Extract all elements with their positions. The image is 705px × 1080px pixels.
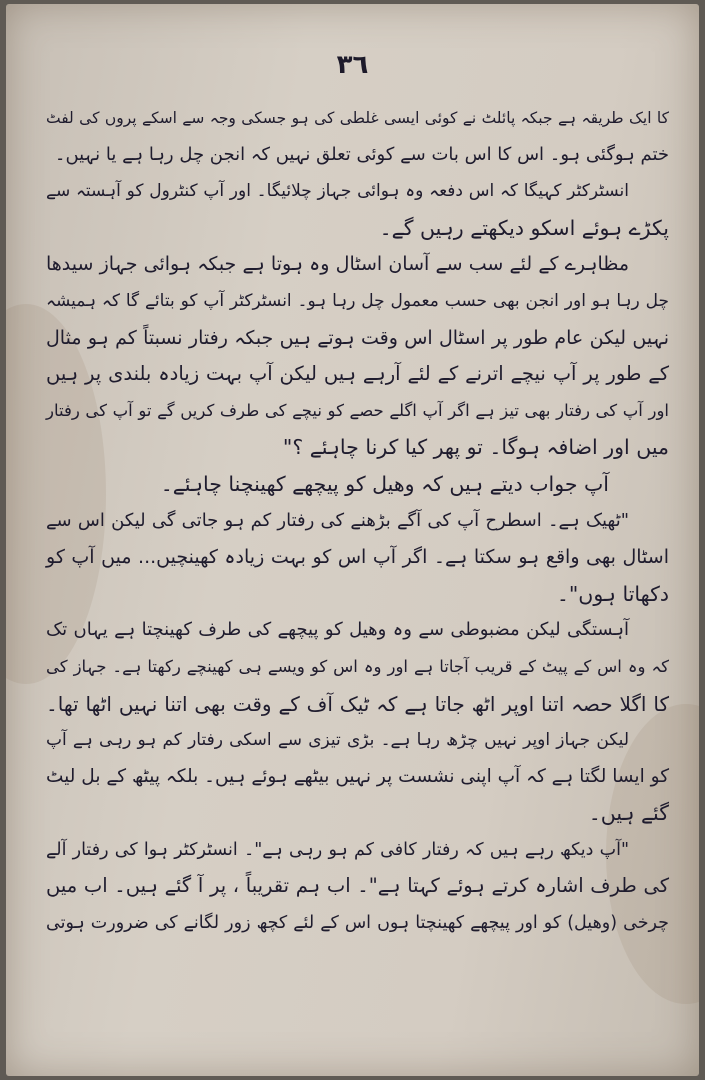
text-line: کی طرف اشارہ کرتے ہوئے کہتا ہے"۔ اب ہم تقریباً ، پر آ گئے ہیں۔ اب میں xyxy=(46,874,669,898)
text-line: دکھاتا ہوں"۔ xyxy=(556,581,669,606)
text-line: آپ جواب دیتے ہیں کہ وھیل کو پیچھے کھینچنا چاہئے۔ xyxy=(160,471,609,496)
text-line: انسٹرکٹر کہیگا کہ اس دفعہ وہ ہوائی جہاز چلائیگا۔ اور آپ کنٹرول کو آہستہ سے xyxy=(46,181,629,202)
text-line: کے طور پر آپ نیچے اترنے کے لئے آرہے ہیں لیکن آپ بہت زیادہ بلندی پر ہیں xyxy=(46,362,669,386)
text-line: گئے ہیں۔ xyxy=(588,801,669,826)
book-page xyxy=(6,4,699,1076)
page-body-text xyxy=(46,100,669,942)
text-line: پکڑے ہوئے اسکو دیکھتے رہیں گے۔ xyxy=(379,215,669,240)
page-number: ۳٦ xyxy=(336,50,369,80)
text-line: چرخی (وھیل) کو اور پیچھے کھینچتا ہوں اس کے لئے کچھ زور لگانے کی ضرورت ہوتی xyxy=(46,913,669,934)
text-line: کا ایک طریقہ ہے جبکہ پائلٹ نے کوئی ایسی غلطی کی ہو جسکی وجہ سے اسکے پروں کی لفٹ xyxy=(46,109,669,127)
text-line: میں اور اضافہ ہوگا۔ تو پھر کیا کرنا چاہئے ؟" xyxy=(282,435,669,460)
text-line: اسٹال بھی واقع ہو سکتا ہے۔ اگر آپ اس کو بہت زیادہ کھینچیں... میں آپ کو xyxy=(46,546,669,569)
text-line: کو ایسا لگتا ہے کہ آپ اپنی نشست پر نہیں بیٹھے ہوئے ہیں۔ بلکہ پیٹھ کے بل لیٹ xyxy=(46,765,669,787)
text-line: چل رہا ہو اور انجن بھی حسب معمول چل رہا ہو۔ انسٹرکٹر آپ کو بتائے گا کہ ہمیشہ xyxy=(46,290,669,311)
text-line: "آپ دیکھ رہے ہیں کہ رفتار کافی کم ہو رہی ہے"۔ انسٹرکٹر ہوا کی رفتار آلے xyxy=(46,839,629,860)
text-line: اور آپ کی رفتار بھی تیز ہے اگر آپ اگلے حصے کو نیچے کی طرف کریں گے تو آپ کی رفتار xyxy=(46,400,669,420)
text-line: کہ وہ اس کے پیٹ کے قریب آجاتا ہے اور وہ اس کو ویسے ہی کھینچے رکھتا ہے۔ جہاز کی xyxy=(46,656,669,676)
text-line: "ٹھیک ہے۔ اسطرح آپ کی آگے بڑھنے کی رفتار کم ہو جاتی گی لیکن اس سے xyxy=(46,509,629,531)
text-line: ختم ہوگئی ہو۔ اس کا اس بات سے کوئی تعلق نہیں کہ انجن چل رہا ہے یا نہیں۔ xyxy=(54,143,669,165)
text-line: نہیں لیکن عام طور پر اسٹال اس وقت ہوتے ہیں جبکہ رفتار نسبتاً کم ہو مثال xyxy=(46,326,669,349)
text-line: کا اگلا حصہ اتنا اوپر اٹھ جاتا ہے کہ ٹیک آف کے وقت بھی اتنا نہیں اٹھا تھا۔ xyxy=(46,691,669,716)
text-line: مظاہرے کے لئے سب سے آسان اسٹال وہ ہوتا ہے جبکہ ہوائی جہاز سیدھا xyxy=(46,253,629,276)
text-line: لیکن جہاز اوپر نہیں چڑھ رہا ہے۔ بڑی تیزی سے اسکی رفتار کم ہو رہی ہے آپ xyxy=(46,730,629,751)
text-line: آہستگی لیکن مضبوطی سے وہ وھیل کو پیچھے کی طرف کھینچتا ہے یہاں تک xyxy=(46,619,629,641)
